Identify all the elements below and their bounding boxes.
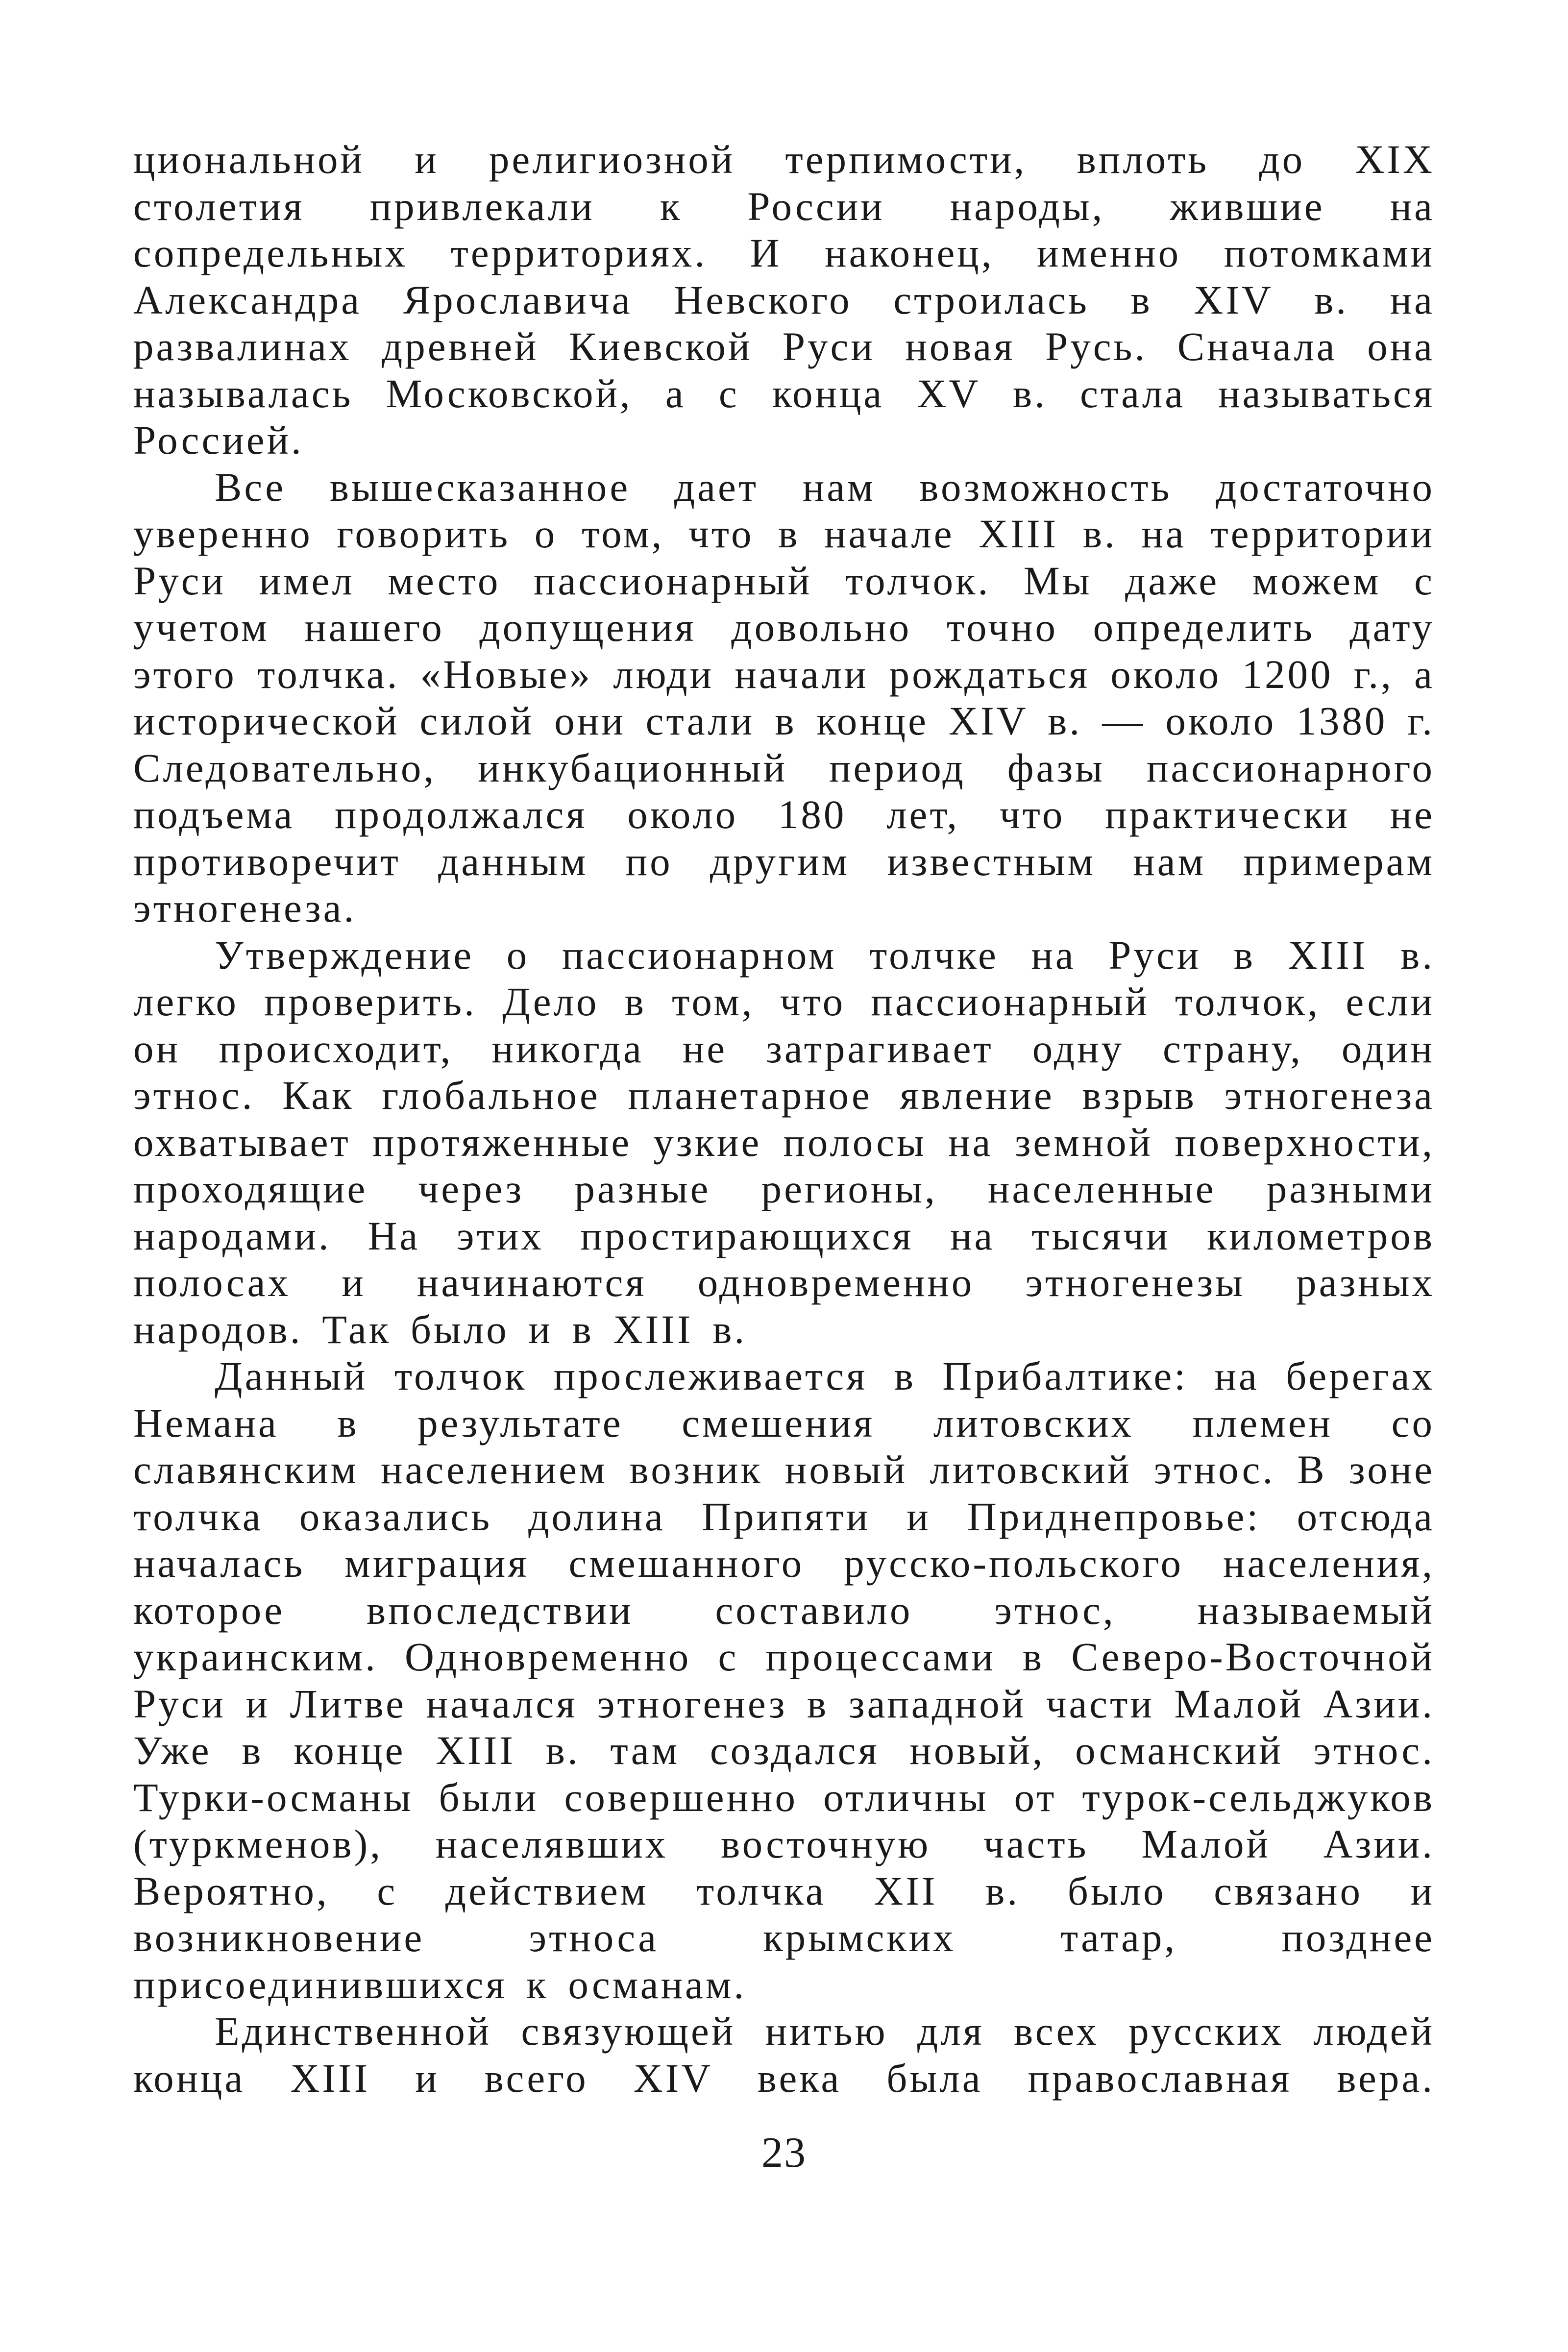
paragraph-4: Данный толчок прослеживается в Прибалтике: на берегах Немана в результате смешения литовских племен со славянским населением возник новый литовский этнос. В зоне толчка оказались долина Припяти и Приднепровье: отсюда началась миграция смешанного русско-польского населения, которое впоследствии составило этнос, называемый украинским. Одновременно с процессами в Северо-Восточной Руси и Литве начался этногенез в западной части Малой Азии. Уже в конце XIII в. там создался новый, османский этнос. Турки-османы были совершенно отличны от турок-сельджуков (туркменов), населявших восточную часть Малой Азии. Вероятно, с действием толчка XII в. было связано и возникновение этноса крымских татар, позднее присоединившихся к османам.	[133, 1353, 1435, 2007]
page-body	[133, 136, 1435, 2102]
page-number: 23	[761, 2129, 807, 2177]
paragraph-5: Единственной связующей нитью для всех русских людей конца XIII и всего XIV века была православная вера.	[133, 2009, 1435, 2101]
paragraph-3: Утверждение о пассионарном толчке на Руси в XIII в. легко проверить. Дело в том, что пассионарный толчок, если он происходит, никогда не затрагивает одну страну, один этнос. Как глобальное планетарное явление взрыв этногенеза охватывает протяженные узкие полосы на земной поверхности, проходящие через разные регионы, населенные разными народами. На этих простирающихся на тысячи километров полосах и начинаются одновременно этногенезы разных народов. Так было и в XIII в.	[133, 932, 1435, 1352]
paragraph-2: Все вышесказанное дает нам возможность достаточно уверенно говорить о том, что в начале XIII в. на территории Руси имел место пассионарный толчок. Мы даже можем с учетом нашего допущения довольно точно определить дату этого толчка. «Новые» люди начали рождаться около 1200 г., а исторической силой они стали в конце XIV в. — около 1380 г. Следовательно, инкубационный период фазы пассионарного подъема продолжался около 180 лет, что практически не противоречит данным по другим известным нам примерам этногенеза.	[133, 464, 1435, 931]
paragraph-1: циональной и религиозной терпимости, вплоть до XIX столетия привлекали к России народы, жившие на сопредельных территориях. И наконец, именно потомками Александра Ярославича Невского строилась в XIV в. на развалинах древней Киевской Руси новая Русь. Сначала она называлась Московской, а с конца XV в. стала называться Россией.	[133, 137, 1435, 463]
